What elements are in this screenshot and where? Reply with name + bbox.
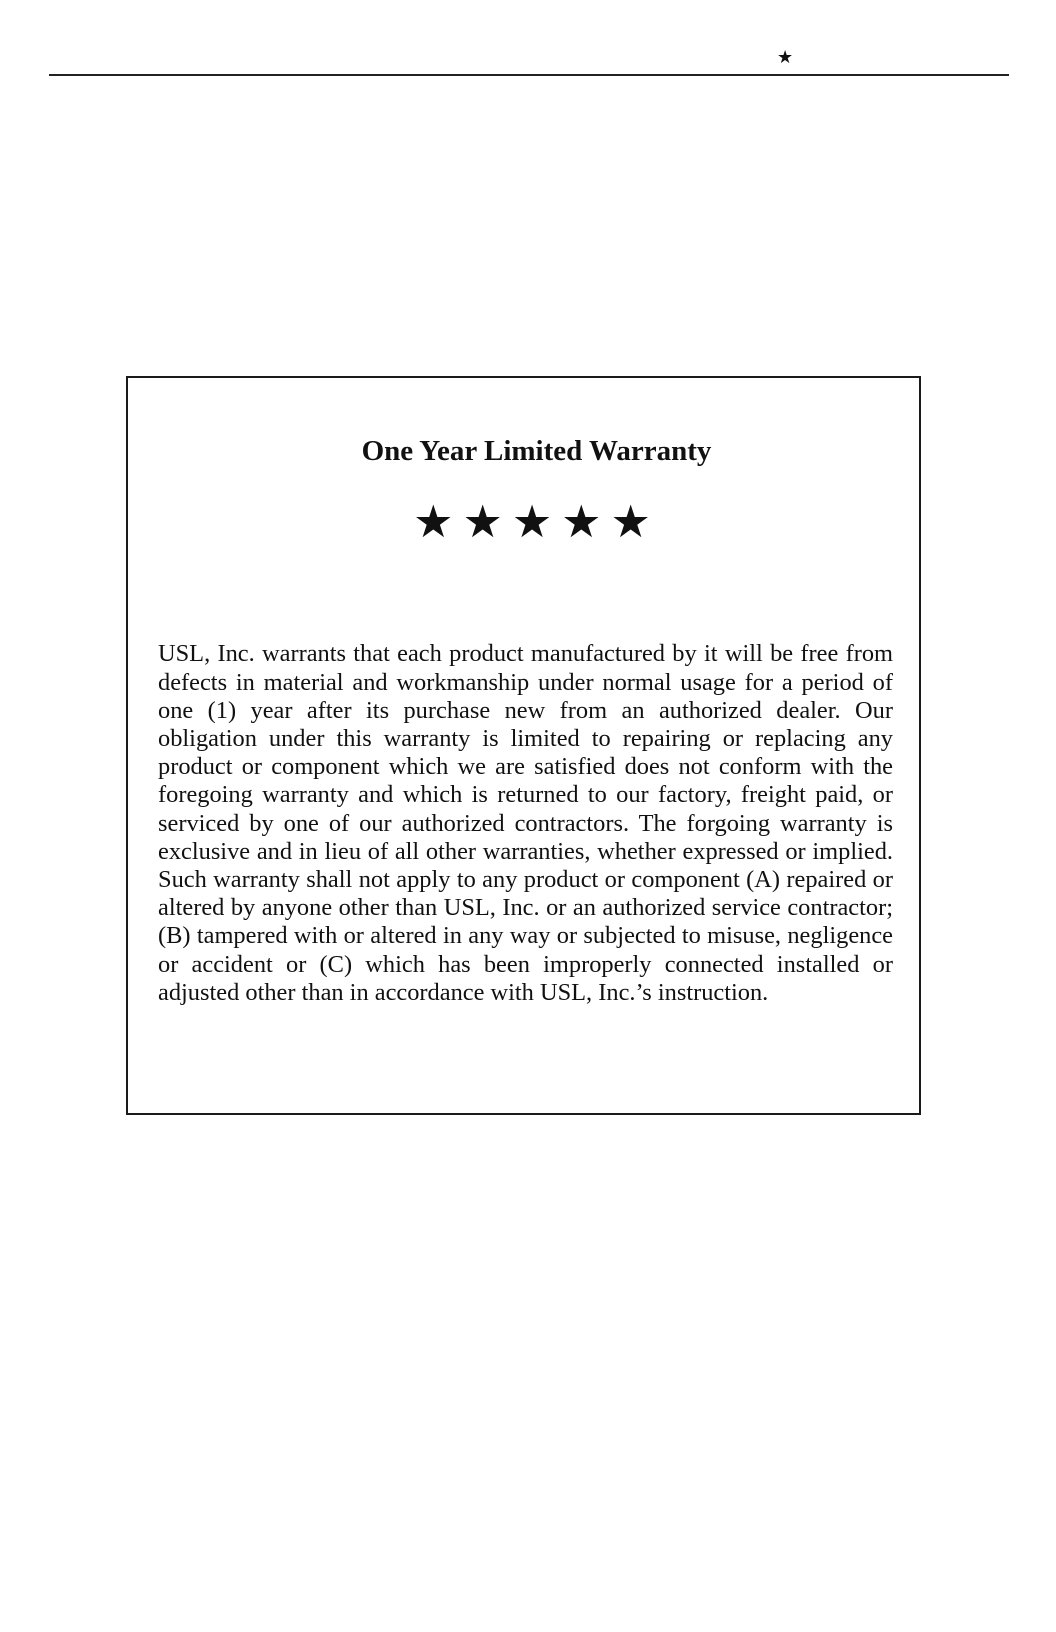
warranty-title: One Year Limited Warranty <box>361 435 712 467</box>
header-rule <box>49 74 1009 76</box>
warranty-box <box>126 376 921 1115</box>
warranty-body: USL, Inc. warrants that each product manufactured by it will be free from defects in material and workmanship under normal usage for a period of one (1) year after its purchase new from an authorized dealer. Our obligation under this warranty is limited to repairing or replacing any product or component which we are satisfied does not conform with the foregoing warranty and which is returned to our factory, freight paid, or serviced by one of our authorized contractors. The forgoing warranty is exclusive and in lieu of all other warranties, whether expressed or implied. Such warranty shall not apply to any product or component (A) repaired or altered by anyone other than USL, Inc. or an authorized service contractor; (B) tampered with or altered in any way or subjected to misuse, negligence or accident or (C) which has been improperly connected installed or adjusted other than in accordance with USL, Inc.’s instruction. <box>158 640 893 1006</box>
star-rating-icon: ★★★★★ <box>413 497 660 547</box>
header-star-icon: ★ <box>777 47 794 67</box>
